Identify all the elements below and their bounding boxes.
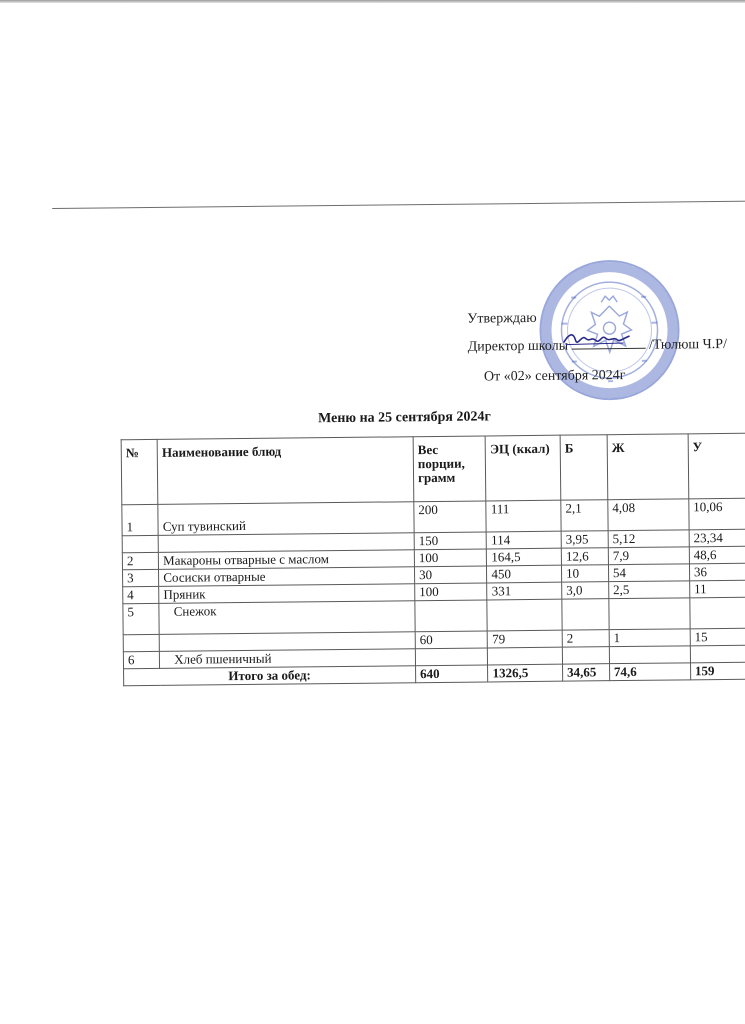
cell-protein: 2 (562, 630, 609, 647)
header-kcal: ЭЦ (ккал) (486, 435, 561, 501)
cell-weight: 200 (414, 501, 487, 533)
cell-weight (415, 600, 488, 632)
director-name: /Тюлюш Ч.Р/ (648, 336, 728, 353)
cell-no (123, 634, 159, 651)
cell-protein: 2,1 (561, 500, 608, 531)
cell-carbs: 10,06 (689, 498, 745, 530)
cell-kcal (488, 647, 563, 665)
cell-name: Пряник (159, 584, 415, 604)
approval-date: От «02» сентября 2024г (483, 368, 626, 385)
header-carbs: У (688, 433, 745, 499)
cell-carbs: 23,34 (689, 529, 745, 547)
cell-no: 4 (123, 586, 159, 603)
cell-protein: 3,95 (561, 531, 608, 548)
scan-top-edge (0, 0, 745, 3)
cell-protein: 10 (561, 565, 608, 582)
header-fat: Ж (607, 434, 689, 500)
cell-fat: 5,12 (608, 530, 689, 548)
cell-no (122, 535, 158, 552)
total-carbs: 159 (690, 662, 745, 680)
header-name: Наименование блюд (157, 437, 413, 505)
cell-name: Макароны отварные с маслом (159, 550, 415, 570)
cell-weight: 150 (414, 532, 487, 550)
menu-table (121, 433, 745, 687)
menu-title: Меню на 25 сентября 2024г (317, 409, 491, 427)
cell-fat: 54 (608, 564, 689, 582)
cell-protein (562, 647, 609, 664)
cell-protein (562, 599, 609, 630)
cell-kcal: 114 (487, 531, 562, 549)
approve-label: Утверждаю (467, 310, 537, 327)
cell-carbs: 36 (689, 563, 745, 581)
cell-weight: 30 (414, 566, 487, 584)
cell-fat: 7,9 (608, 547, 689, 565)
total-protein: 34,65 (563, 664, 610, 681)
cell-fat: 4,08 (608, 499, 689, 531)
director-label: Директор школы (467, 338, 569, 355)
cell-carbs (690, 597, 745, 629)
cell-fat: 2,5 (609, 581, 690, 599)
total-label: Итого за обед: (124, 666, 416, 686)
total-kcal: 1326,5 (488, 664, 563, 682)
cell-kcal: 79 (488, 630, 563, 648)
total-weight: 640 (415, 665, 488, 683)
cell-name: Суп тувинский (158, 502, 414, 536)
document-sheet (52, 181, 745, 708)
cell-no: 6 (123, 651, 159, 668)
header-no: № (121, 439, 158, 504)
cell-kcal: 331 (487, 582, 562, 600)
cell-weight: 100 (414, 549, 487, 567)
cell-protein: 12,6 (561, 548, 608, 565)
table-header-row (121, 433, 745, 505)
cell-kcal: 111 (486, 500, 561, 532)
cell-kcal (487, 599, 562, 631)
cell-kcal: 450 (487, 565, 562, 583)
approval-block (52, 181, 745, 408)
cell-no: 3 (123, 569, 159, 586)
cell-protein: 3,0 (562, 582, 609, 599)
cell-no: 5 (123, 603, 160, 634)
total-fat: 74,6 (609, 663, 690, 681)
cell-fat (609, 646, 690, 664)
cell-weight: 100 (415, 583, 488, 601)
cell-fat (609, 598, 690, 630)
header-weight: Вес порции, грамм (413, 436, 486, 502)
cell-kcal: 164,5 (487, 548, 562, 566)
director-signature (562, 328, 632, 351)
cell-weight: 60 (415, 631, 488, 649)
cell-carbs: 15 (690, 628, 745, 646)
cell-carbs: 48,6 (689, 546, 745, 564)
cell-weight (415, 648, 488, 666)
header-protein: Б (560, 435, 608, 500)
cell-carbs (690, 645, 745, 663)
cell-carbs: 11 (690, 580, 745, 598)
cell-fat: 1 (609, 629, 690, 647)
cell-no: 2 (122, 552, 158, 569)
cell-name: Сосиски отварные (159, 567, 415, 587)
cell-no: 1 (122, 504, 159, 535)
cell-name: Снежок (159, 601, 415, 635)
cell-name: Хлеб пшеничный (160, 649, 416, 669)
